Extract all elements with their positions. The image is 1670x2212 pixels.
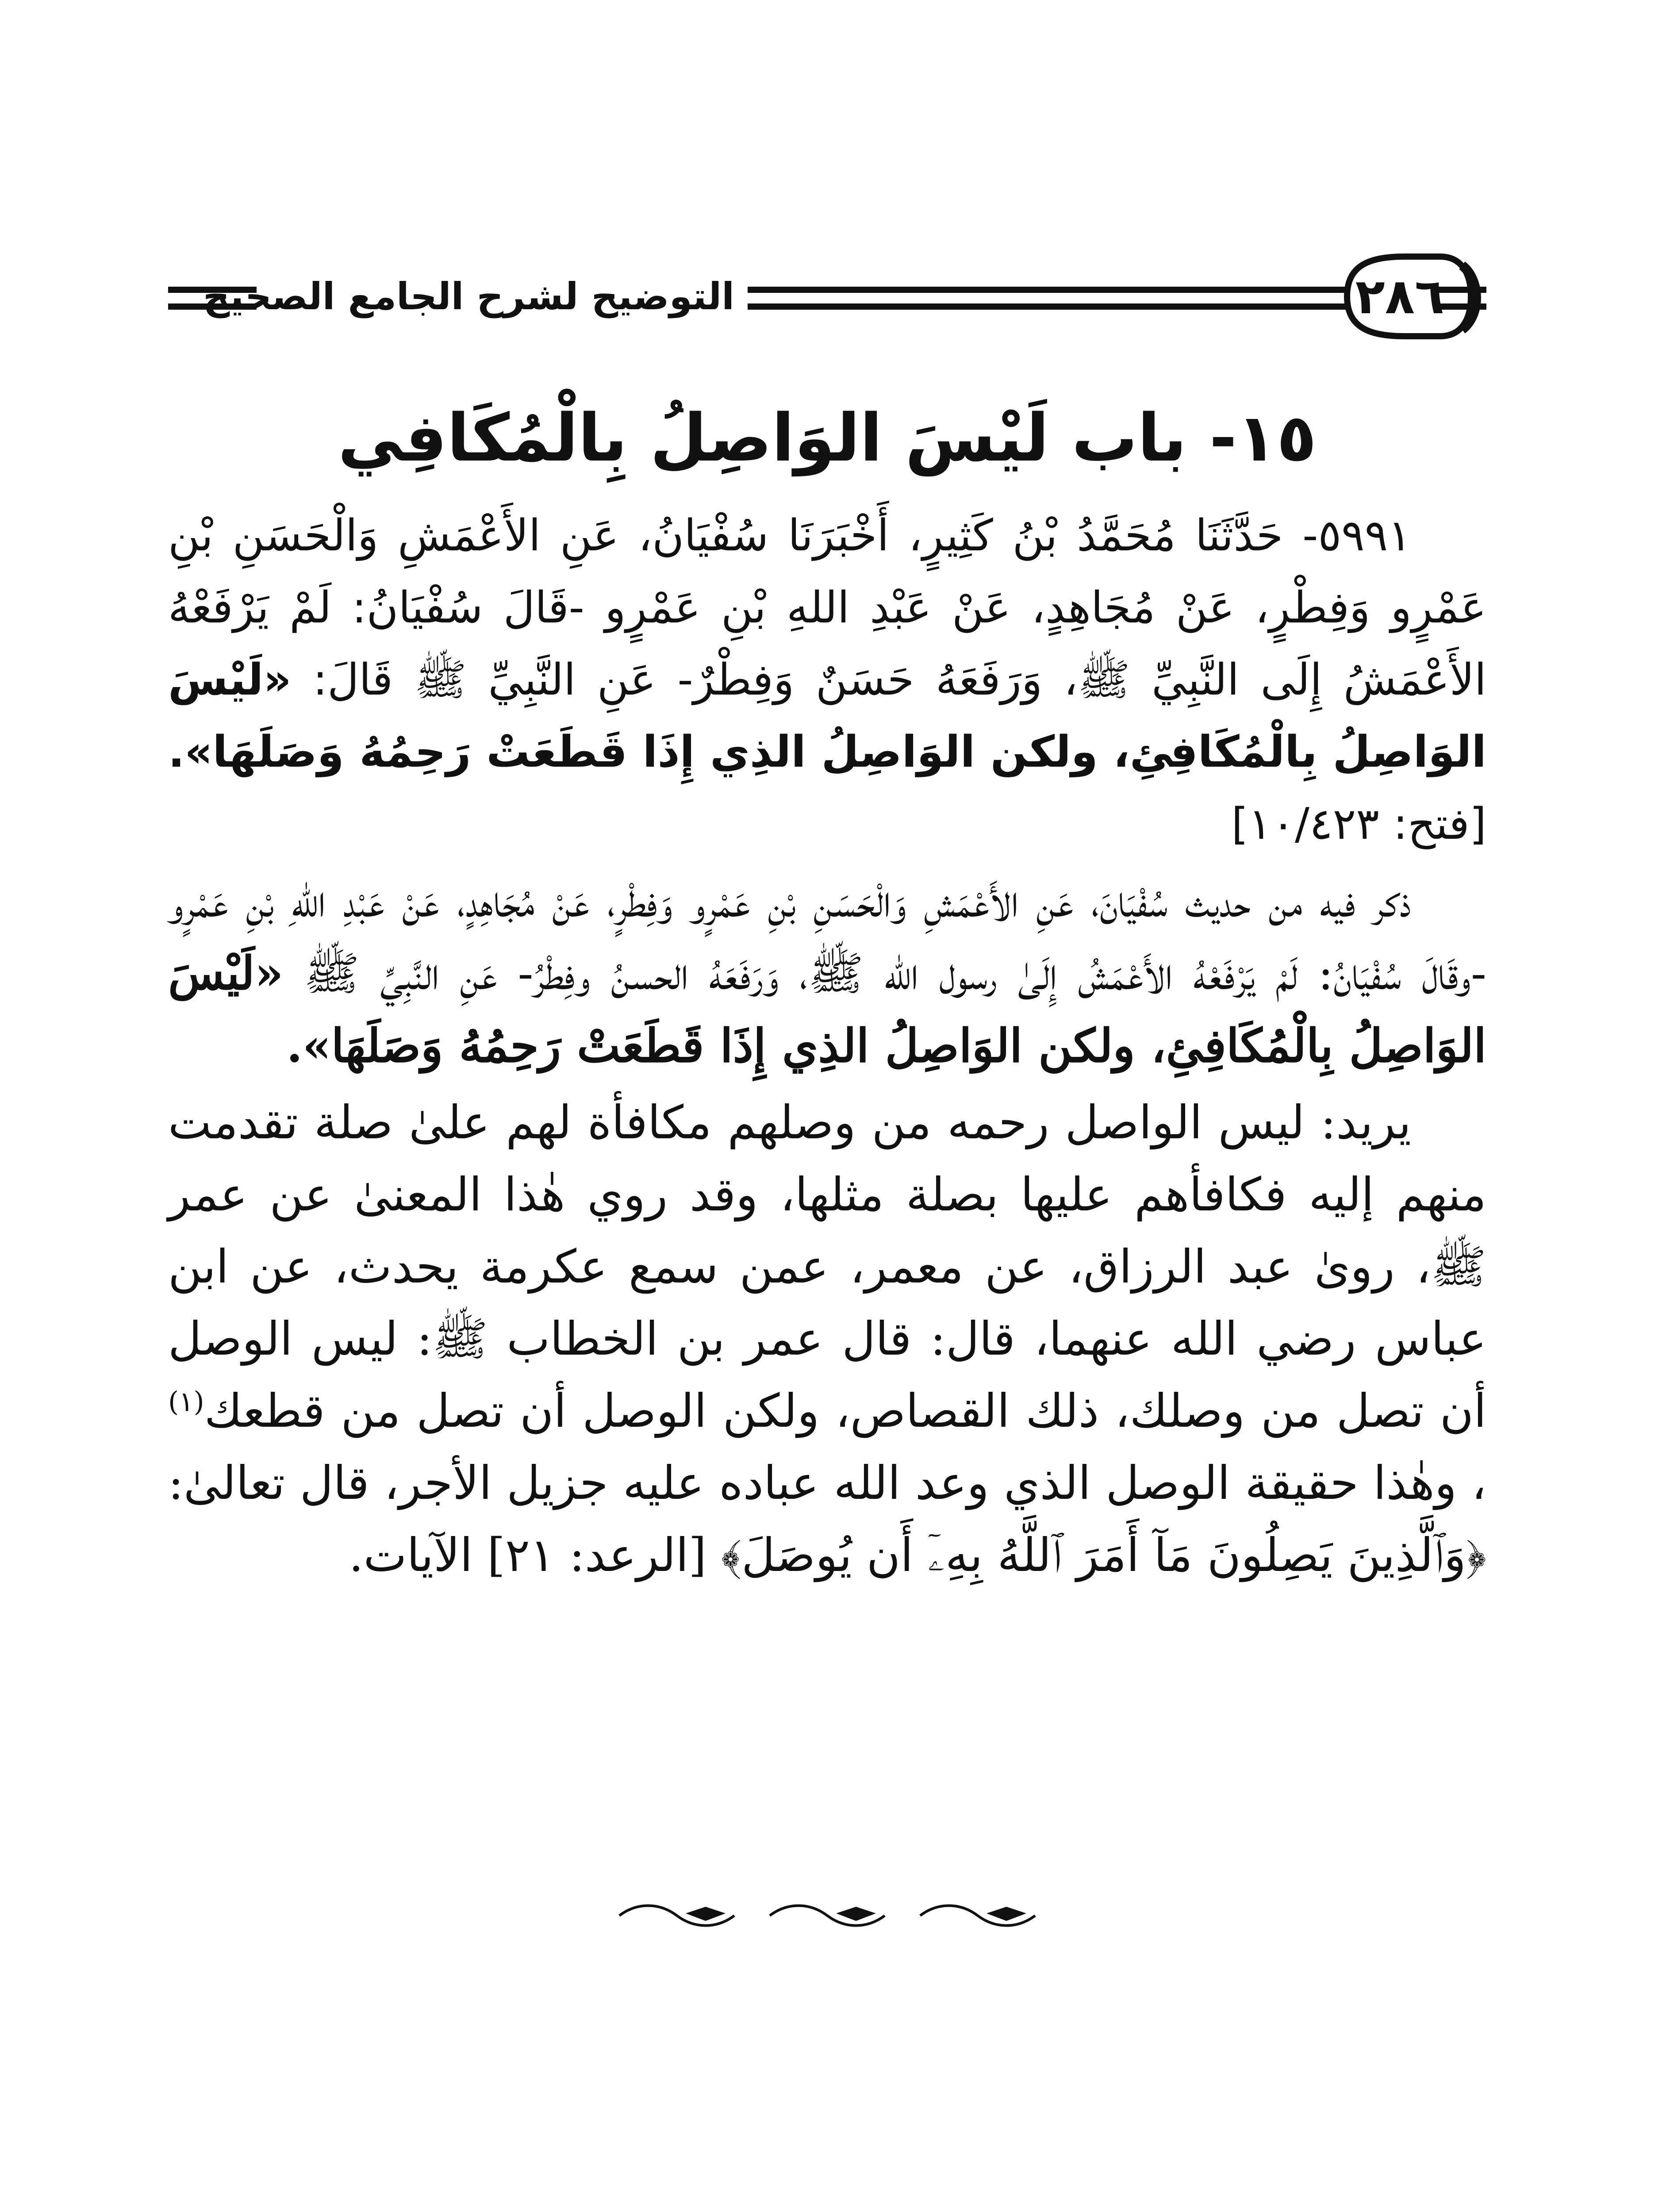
commentary-paragraph: [168, 1087, 1486, 1591]
page-body: [168, 500, 1486, 1596]
header-rule: [1433, 303, 1486, 310]
section-ornament: [610, 1898, 1053, 1929]
verse-citation: [الرعد: ٢١] الآيات.: [349, 1528, 706, 1582]
hadith-reference: [فتح: ١٠/٤٢٣]: [1231, 799, 1486, 849]
hadith-isnad: حَدَّثَنَا مُحَمَّدُ بْنُ كَثِيرٍ، أَخْبَرَنَا سُفْيَانُ، عَنِ الأَعْمَشِ وَالْحَسَنِ بْنِ عَمْرٍو وَفِطْرٍ، عَنْ مُجَاهِدٍ، عَنْ عَبْدِ اللهِ بْنِ عَمْرٍو -قَالَ سُفْيَانُ: لَمْ يَرْفَعْهُ الأَعْمَشُ إِلَى النَّبِيِّ ﷺ، وَرَفَعَهُ حَسَنٌ وَفِطْرٌ- عَنِ النَّبِيِّ ﷺ قَالَ:: [168, 511, 1486, 705]
hadith-matn: «لَيْسَ الوَاصِلُ بِالْمُكَافِئِ، ولكن الوَاصِلُ الذِي إِذَا قَطَعَتْ رَحِمُهُ وَصَلَهَا».: [168, 655, 1486, 777]
commentary-quote: «لَيْسَ الوَاصِلُ بِالْمُكَافِئِ، ولكن الوَاصِلُ الذِي إِذَا قَطَعَتْ رَحِمُهُ وَصَلَهَا».: [168, 946, 1486, 1073]
page-number: ٢٨٦: [1355, 268, 1444, 325]
quran-verse: ﴿وَٱلَّذِينَ يَصِلُونَ مَآ أَمَرَ ٱللَّهُ بِهِۦٓ أَن يُوصَلَ﴾: [721, 1528, 1486, 1582]
header-rule: [748, 287, 1349, 293]
commentary-main: يريد: ليس الواصل رحمه من وصلهم مكافأة لهم علىٰ صلة تقدمت منهم إليه فكافأهم عليها بصلة مثلها، وقد روي هٰذا المعنىٰ عن عمر ﷺ، رویٰ عبد الرزاق، عن معمر، عمن سمع عكرمة يحدث، عن ابن عباس رضي الله عنهما، قال: قال عمر بن الخطاب ﷺ: ليس الوصل أن تصل من وصلك، ذلك القصاص، ولكن الوصل أن تصل من قطعك: [168, 1095, 1487, 1438]
commentary-intro: ذكر فيه من حديث سُفْيَانَ، عَنِ الأَعْمَشِ وَالْحَسَنِ بْنِ عَمْرٍو وَفِطْرٍ، عَنْ مُجَاهِدٍ، عَنْ عَبْدِ اللهِ بْنِ عَمْرٍو -وقَالَ سُفْيَانُ: لَمْ يَرْفَعْهُ الأَعْمَشُ إِلَىٰ رسول الله ﷺ، وَرَفَعَهُ الحسنُ وفِطْرُ- عَنِ النَّبِيِّ ﷺ: [168, 874, 1486, 1000]
ornament-icon: [610, 1898, 1053, 1929]
header-rule: [1433, 287, 1486, 293]
running-header: [168, 230, 1486, 363]
footnote-reference: (١): [168, 1385, 204, 1418]
book-title: التوضيح لشرح الجامع الصحيح: [203, 275, 734, 318]
hadith-paragraph: [168, 500, 1486, 860]
chapter-heading: ١٥- باب لَيْسَ الوَاصِلُ بِالْمُكَافِي: [338, 400, 1317, 476]
page-number-badge: [1329, 248, 1489, 345]
commentary-continuation: ، وهٰذا حقيقة الوصل الذي وعد الله عباده عليه جزيل الأجر، قال تعالىٰ:: [168, 1456, 1486, 1510]
header-rule: [748, 303, 1349, 310]
commentary-paragraph: [168, 865, 1486, 1082]
hadith-number: ٥٩٩١-: [1302, 511, 1411, 561]
